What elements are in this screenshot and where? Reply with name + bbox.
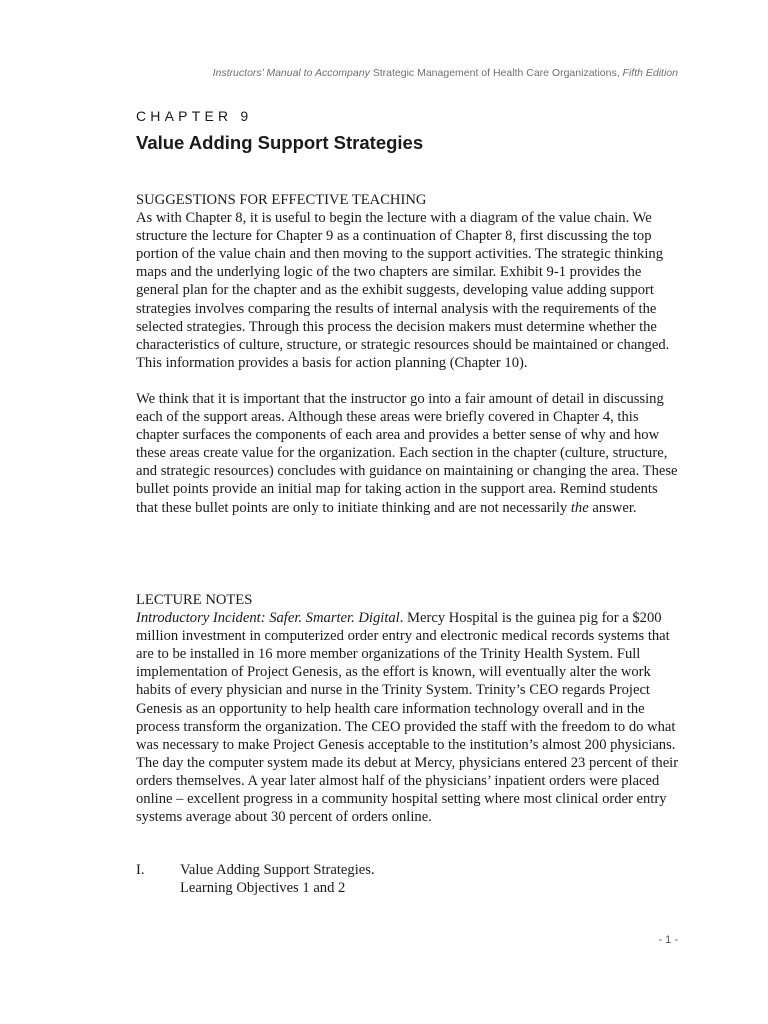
page-number: - 1 - — [658, 934, 678, 946]
lecture-section — [136, 591, 681, 826]
chapter-title: Value Adding Support Strategies — [136, 132, 424, 153]
incident-text: . Mercy Hospital is the guinea pig for a $200 million investment in computerized order entry and electronic medical records systems that are to be installed in 16 more member organizations of the Trinity Health System. Full implementation of Project Genesis, as the effort is known, will eventually alter the work habits of every physician and nurse in the Trinity System. Trinity’s CEO regards Project Genesis as an opportunity to help health care information technology overall and in the process transform the organization. The CEO provided the staff with the freedom to do what was necessary to make Project Genesis acceptable to the institution’s almost 200 physicians. The day the computer system made its debut at Mercy, physicians entered 23 percent of their orders themselves. A year later almost half of the physicians’ inpatient orders were placed online – excellent progress in a community hospital setting where most clinical order entry systems average about 30 percent of orders online. — [136, 610, 679, 826]
outline-title: Value Adding Support Strategies. — [180, 862, 375, 878]
chapter-label: CHAPTER 9 — [136, 108, 253, 124]
header-manual-text: Instructors’ Manual to Accompany — [212, 67, 370, 79]
teaching-paragraph-2 — [136, 390, 681, 517]
incident-paragraph — [136, 609, 681, 826]
running-header — [213, 67, 678, 79]
incident-title: Introductory Incident: Safer. Smarter. Digital — [136, 610, 400, 627]
para2-end: answer. — [588, 499, 637, 516]
outline-number: I. — [136, 862, 145, 878]
para2-emphasis: the — [570, 499, 589, 516]
teaching-heading: SUGGESTIONS FOR EFFECTIVE TEACHING — [136, 192, 427, 208]
outline-objectives: Learning Objectives 1 and 2 — [180, 880, 346, 896]
lecture-heading: LECTURE NOTES — [136, 592, 253, 608]
teaching-paragraph-1: As with Chapter 8, it is useful to begin the lecture with a diagram of the value chain. We structure the lecture for Chapter 9 as a continuation of Chapter 8, first discussing the top portion of the value chain and then moving to the support activities. The strategic thinking maps and the underlying logic of the two chapters are similar. Exhibit 9-1 provides the general plan for the chapter and as the exhibit suggests, developing value adding support strategies involves comparing the results of internal analysis with the requirements of the selected strategies. Through this process the decision makers must determine whether the characteristics of culture, structure, or strategic resources should be maintained or changed. This information provides a basis for action planning (Chapter 10). — [136, 210, 670, 371]
header-edition: Fifth Edition — [622, 67, 678, 79]
header-book-title: Strategic Management of Health Care Organizations, — [369, 67, 623, 79]
teaching-section — [136, 191, 681, 517]
para2-text: We think that it is important that the instructor go into a fair amount of detail in discussing each of the support areas. Although these areas were briefly covered in Chapter 4, this chapter surfaces the components of each area and provides a better sense of why and how these areas create value for the organization. Each section in the chapter (culture, structure, and strategic resources) concludes with guidance on maintaining or changing the area. These bullet points provide an initial map for taking action in the support area. Remind students that these bullet points are only to initiate thinking and are not necessarily — [136, 390, 678, 516]
